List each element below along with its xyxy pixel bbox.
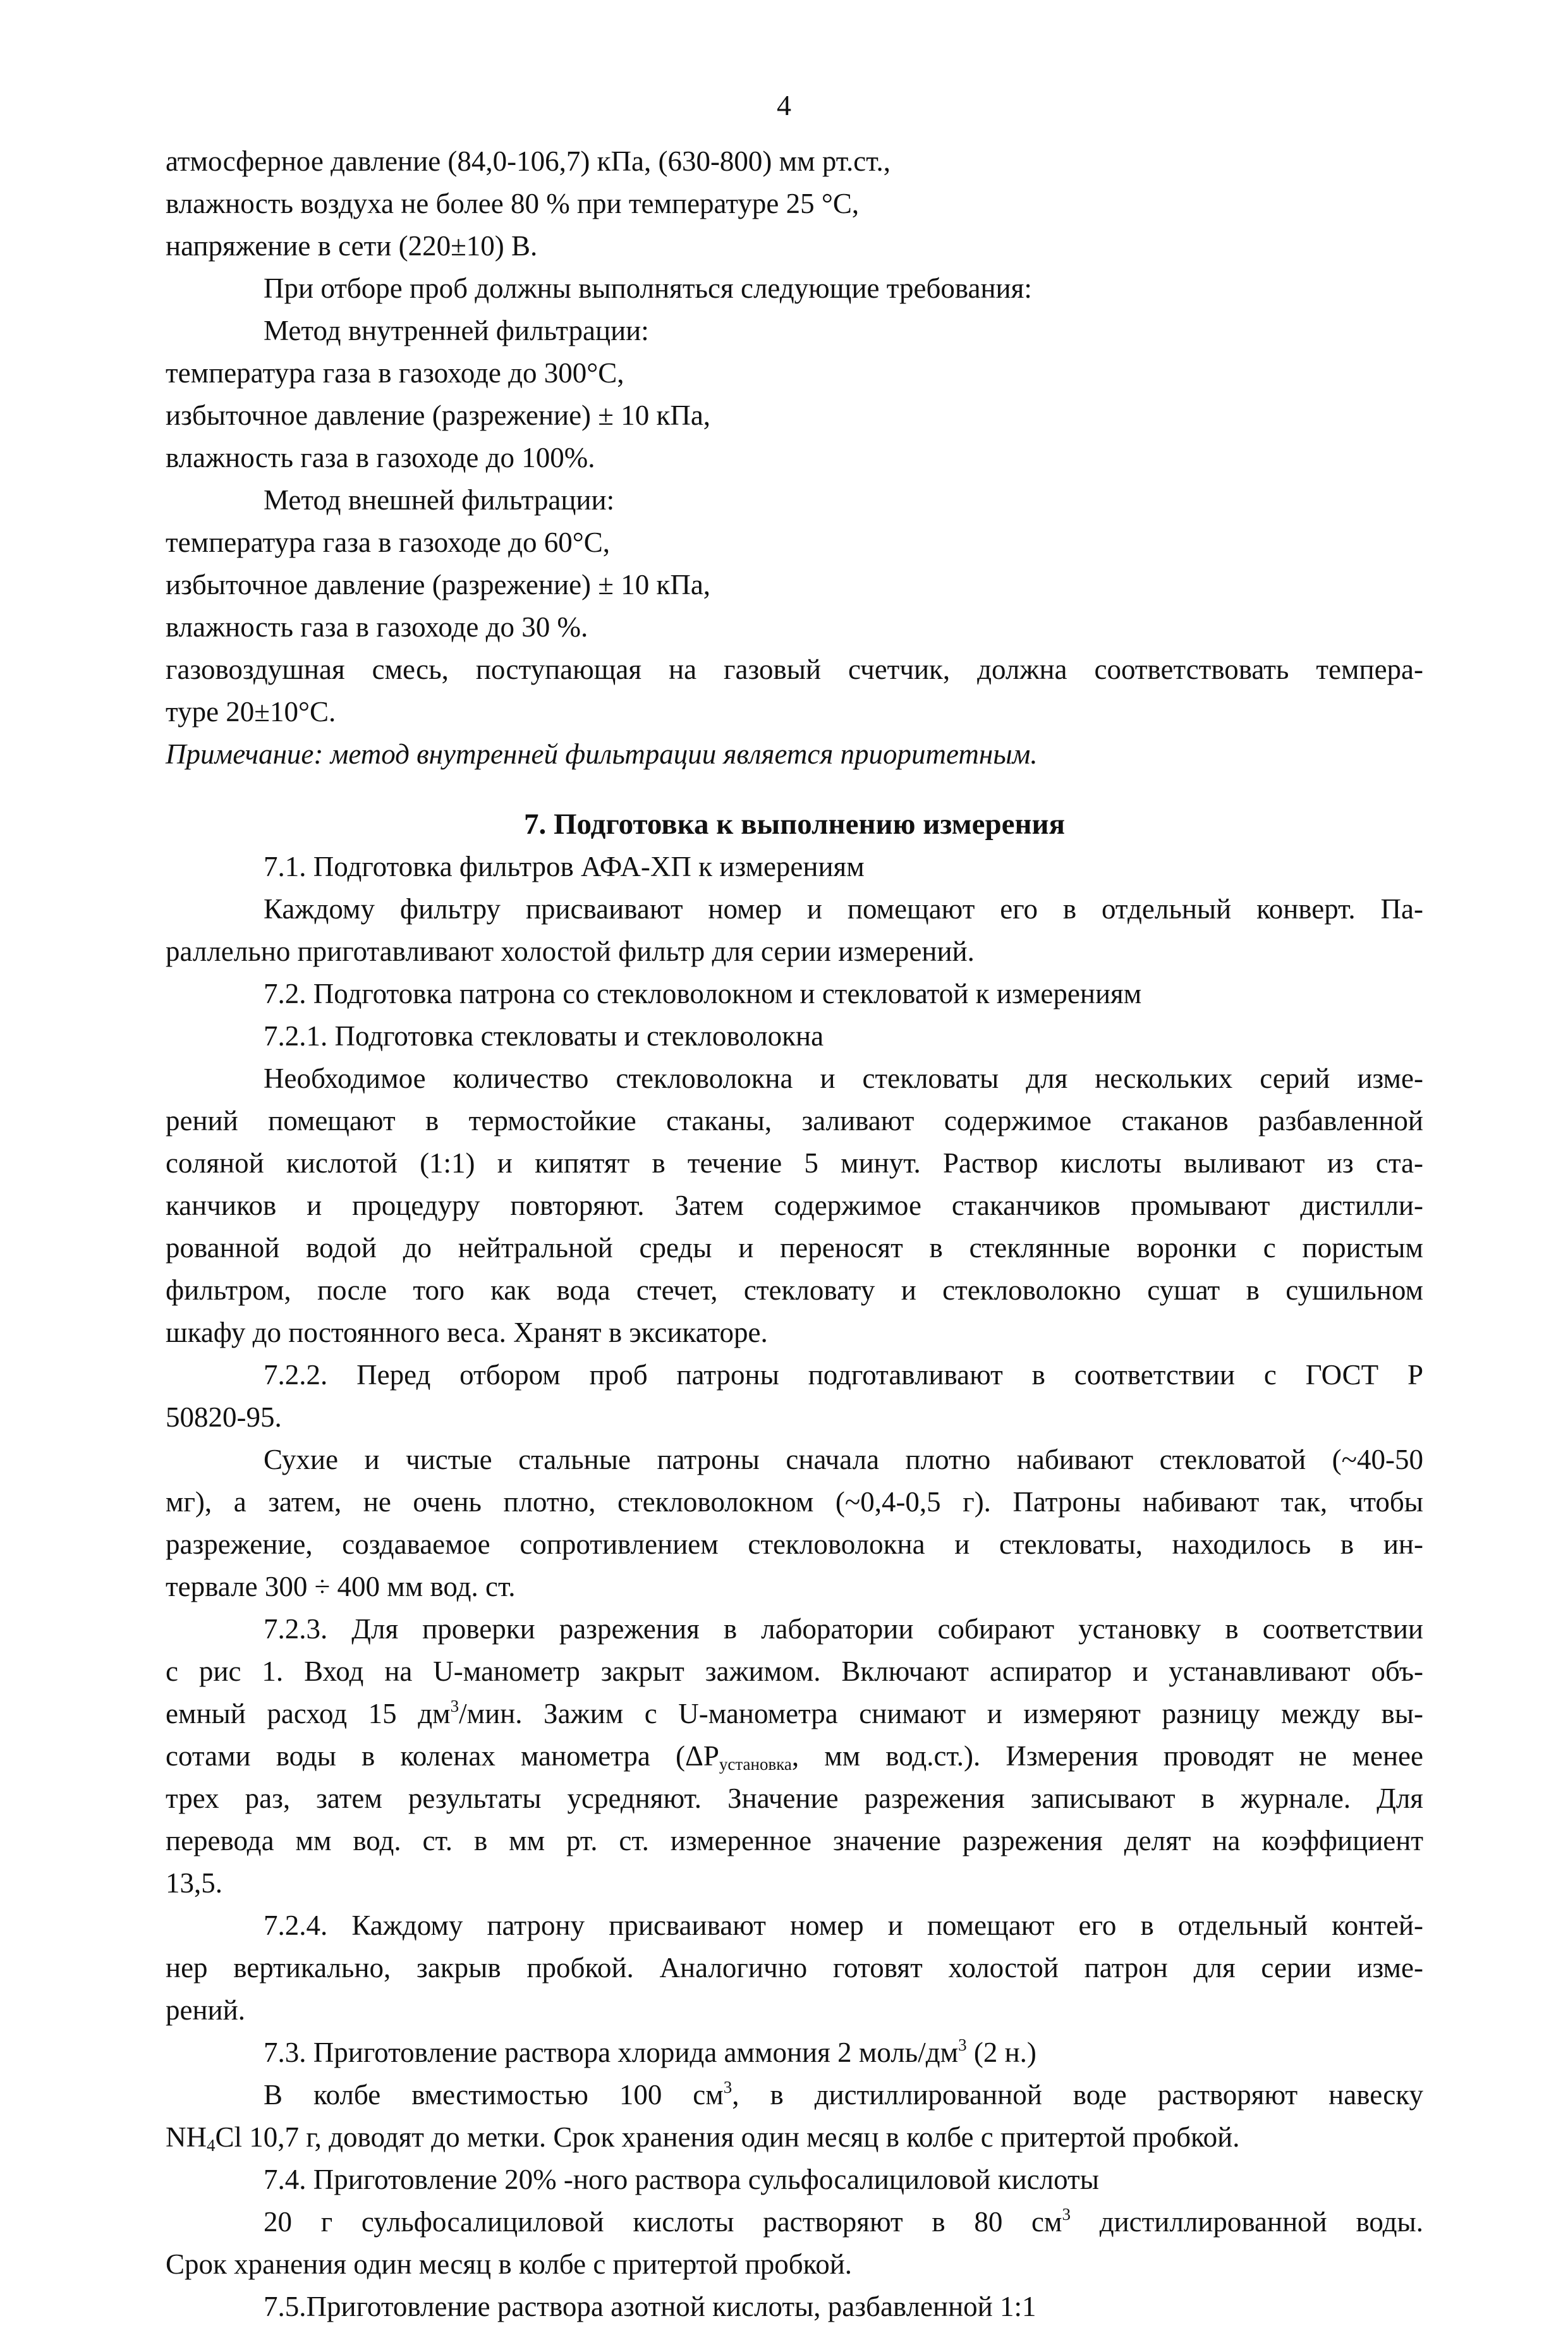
text-segment: Cl 10,7 г, доводят до метки. Срок хранения один месяц в колбе с притертой пробкой. — [215, 2121, 1240, 2153]
text-line: рений помещают в термостойкие стаканы, заливают содержимое стаканов разбавленной — [166, 1105, 1423, 1137]
text-line: раллельно приготавливают холостой фильтр для серии измерений. — [166, 935, 975, 967]
text-line — [166, 2201, 1423, 2243]
text-line: мг), а затем, не очень плотно, стекловолокном (~0,4-0,5 г). Патроны набивают так, чтобы — [166, 1486, 1423, 1518]
text-line: влажность воздуха не более 80 % при температуре 25 °С, — [166, 188, 860, 219]
text-line: перевода мм вод. ст. в мм рт. ст. измеренное значение разрежения делят на коэффициент — [166, 1825, 1423, 1856]
text-segment: (2 н.) — [966, 2037, 1036, 2068]
text-line: При отборе проб должны выполняться следующие требования: — [264, 272, 1032, 304]
text-line: напряжение в сети (220±10) В. — [166, 230, 538, 262]
text-line — [166, 1735, 1423, 1777]
document-body — [166, 140, 1423, 2328]
text-line: Каждому фильтру присваивают номер и помещают его в отдельный конверт. Па- — [264, 893, 1423, 925]
text-line: температура газа в газоходе до 300°С, — [166, 357, 624, 389]
text-line — [166, 2032, 1423, 2074]
text-line: 7.1. Подготовка фильтров АФА-ХП к измерениям — [264, 851, 865, 882]
text-line: Необходимое количество стекловолокна и стекловаты для нескольких серий изме- — [264, 1063, 1423, 1094]
text-segment: 20 г сульфосалициловой кислоты растворяют в 80 см — [264, 2206, 1062, 2238]
text-line: фильтром, после того как вода стечет, стекловату и стекловолокно сушат в сушильном — [166, 1274, 1423, 1306]
text-line: Сухие и чистые стальные патроны сначала плотно набивают стекловатой (~40-50 — [264, 1444, 1423, 1475]
superscript: 3 — [723, 2078, 732, 2097]
text-line — [166, 2074, 1423, 2116]
text-line: туре 20±10°С. — [166, 696, 336, 728]
text-line — [166, 1693, 1423, 1735]
text-line: 7.2.3. Для проверки разрежения в лаборатории собирают установку в соответствии — [264, 1613, 1423, 1645]
text-line: 7.2.4. Каждому патрону присваивают номер и помещают его в отдельный контей- — [264, 1910, 1423, 1941]
text-segment: дистиллированной воды. — [1070, 2206, 1423, 2238]
text-line: рованной водой до нейтральной среды и переносят в стеклянные воронки с пористым — [166, 1232, 1423, 1264]
subscript: 4 — [207, 2135, 216, 2155]
text-line: 7.5.Приготовление раствора азотной кислоты, разбавленной 1:1 — [264, 2291, 1036, 2322]
text-line: тервале 300 ÷ 400 мм вод. ст. — [166, 1571, 516, 1602]
text-line: газовоздушная смесь, поступающая на газовый счетчик, должна соответствовать темпера- — [166, 654, 1423, 685]
text-segment: В колбе вместимостью 100 см — [264, 2079, 724, 2111]
text-line: влажность газа в газоходе до 30 %. — [166, 611, 588, 643]
section-heading: 7. Подготовка к выполнению измерения — [523, 808, 1066, 841]
text-line: температура газа в газоходе до 60°С, — [166, 527, 611, 558]
text-segment: , в дистиллированной воде растворяют навеску — [732, 2079, 1423, 2111]
text-line: Срок хранения один месяц в колбе с притертой пробкой. — [166, 2248, 853, 2280]
text-line: избыточное давление (разрежение) ± 10 кПа, — [166, 569, 711, 600]
subscript: установка — [719, 1754, 792, 1774]
text-line: канчиков и процедуру повторяют. Затем содержимое стаканчиков промывают дистилли- — [166, 1190, 1423, 1221]
text-line: 7.2.2. Перед отбором проб патроны подготавливают в соответствии с ГОСТ Р — [264, 1359, 1423, 1391]
text-line: влажность газа в газоходе до 100%. — [166, 442, 595, 473]
text-line: Метод внешней фильтрации: — [264, 484, 615, 516]
text-line: избыточное давление (разрежение) ± 10 кПа, — [166, 399, 711, 431]
text-line: 13,5. — [166, 1867, 222, 1899]
text-line: разрежение, создаваемое сопротивлением стекловолокна и стекловаты, находилось в ин- — [166, 1528, 1423, 1560]
page-number: 4 — [777, 89, 791, 121]
text-line: трех раз, затем результаты усредняют. Значение разрежения записывают в журнале. Для — [166, 1783, 1423, 1814]
text-line: 7.2. Подготовка патрона со стекловолокном и стекловатой к измерениям — [264, 978, 1142, 1009]
superscript: 3 — [450, 1697, 459, 1716]
text-line: Метод внутренней фильтрации: — [264, 315, 649, 346]
text-segment: , мм вод.ст.). Измерения проводят не менее — [791, 1740, 1424, 1772]
text-line: нер вертикально, закрыв пробкой. Аналогично готовят холостой патрон для серии изме- — [166, 1952, 1423, 1984]
text-segment: /мин. Зажим с U-манометра снимают и измеряют разницу между вы- — [459, 1698, 1423, 1729]
text-segment: 7.3. Приготовление раствора хлорида аммония 2 моль/дм — [264, 2037, 959, 2068]
text-segment: сотами воды в коленах манометра (ΔР — [166, 1740, 719, 1772]
text-line: 7.2.1. Подготовка стекловаты и стекловолокна — [264, 1020, 824, 1052]
text-segment: емный расход 15 дм — [166, 1698, 451, 1729]
note-line: Примечание: метод внутренней фильтрации является приоритетным. — [166, 738, 1038, 770]
text-line — [166, 2116, 1423, 2159]
text-line: с рис 1. Вход на U-манометр закрыт зажимом. Включают аспиратор и устанавливают объ- — [166, 1655, 1423, 1687]
text-line: соляной кислотой (1:1) и кипятят в течение 5 минут. Раствор кислоты выливают из ста- — [166, 1147, 1423, 1179]
text-segment: NH — [166, 2121, 207, 2153]
text-line: рений. — [166, 1994, 245, 2026]
text-line: шкафу до постоянного веса. Хранят в эксикаторе. — [166, 1317, 768, 1348]
superscript: 3 — [1062, 2205, 1071, 2224]
text-line: атмосферное давление (84,0-106,7) кПа, (630-800) мм рт.ст., — [166, 145, 891, 177]
superscript: 3 — [958, 2035, 967, 2055]
text-line: 50820-95. — [166, 1401, 282, 1433]
text-line: 7.4. Приготовление 20% -ного раствора сульфосалициловой кислоты — [264, 2164, 1099, 2195]
